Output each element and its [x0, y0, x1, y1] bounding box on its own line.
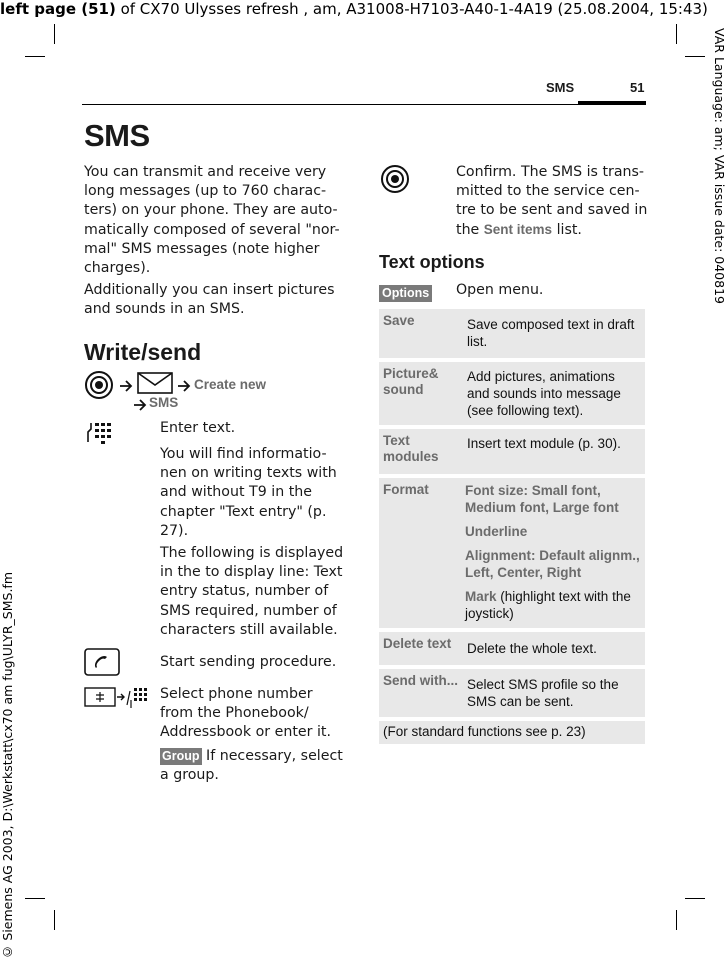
- format-mark-desc: (highlight text with the joystick): [465, 589, 631, 621]
- sent-items-label: Sent items: [483, 221, 553, 237]
- option-desc-format: [465, 478, 645, 628]
- option-row-text-modules: [379, 429, 645, 474]
- option-name: Send with...: [383, 673, 459, 688]
- option-desc: Select SMS profile so the SMS can be sent.: [467, 677, 619, 709]
- side-note-left: © Siemens AG 2003, D:\Werkstatt\cx70 am fug\ULYR_SMS.fm: [0, 572, 15, 960]
- step-start-sending: Start sending procedure.: [160, 654, 337, 670]
- header-rule: [82, 104, 646, 105]
- page-title: SMS: [84, 118, 150, 153]
- options-softkey-row: [379, 282, 432, 302]
- option-name: Delete text: [383, 636, 452, 651]
- option-row-delete-text: [379, 632, 645, 665]
- arrow-right-icon: [134, 396, 148, 415]
- open-menu-text: Open menu.: [456, 282, 544, 298]
- intro-paragraph: Additionally you can insert pictures and sounds in an SMS.: [84, 282, 335, 318]
- running-head-title: SMS: [546, 80, 575, 95]
- format-alignment: Alignment: Default alignm., Left, Center, Right: [465, 548, 640, 580]
- option-row-picture-sound: [379, 362, 645, 425]
- option-name: Format: [383, 482, 429, 497]
- phonebook-icon: [84, 686, 150, 714]
- format-underline: Underline: [465, 524, 528, 539]
- page-number: 51: [630, 80, 645, 95]
- format-mark: [465, 588, 641, 622]
- step-display-info: The following is displayed in the to display line: Text entry status, number of SMS required, number of characters still available.: [160, 545, 344, 638]
- intro-paragraph: You can transmit and receive very long messages (up to 760 charac-ters) on your phone. They are auto-matically composed of several "nor-mal" SMS messages (note higher charges).: [84, 164, 340, 277]
- options-softkey: Options: [379, 285, 432, 302]
- print-header-info: of CX70 Ulysses refresh , am, A31008-H7103-A40-1-4A19 (25.08.2004, 15:43): [115, 0, 708, 18]
- joystick-press-icon: [380, 164, 410, 198]
- step-select-number: Select phone number from the Phonebook/ Addressbook or enter it.: [160, 686, 331, 741]
- step-t9-info: You will find informatio-nen on writing texts with and without T9 in the chapter "Text entry" (p. 27).: [160, 446, 337, 539]
- step-confirm: [456, 163, 648, 240]
- call-key-icon: [84, 648, 120, 680]
- option-name: Picture& sound: [383, 366, 439, 397]
- step-group-text: If necessary, select a group.: [160, 748, 343, 784]
- side-note-right: VAR Language: am; VAR issue date: 040819: [712, 28, 727, 304]
- step-enter-text: Enter text.: [160, 420, 236, 436]
- print-header-page: left page (51): [0, 0, 116, 18]
- option-row-save: [379, 309, 645, 358]
- section-heading-text-options: Text options: [379, 252, 485, 272]
- confirm-text-end: list.: [552, 221, 582, 238]
- group-softkey: Group: [162, 749, 200, 763]
- step-group: [160, 747, 350, 785]
- option-row-format: [379, 478, 645, 628]
- option-desc: Insert text module (p. 30).: [467, 436, 621, 451]
- section-heading-write-send: Write/send: [84, 339, 202, 365]
- option-row-send-with: [379, 669, 645, 717]
- header-rule-tab: [578, 101, 646, 105]
- menu-path-sms: SMS: [149, 395, 179, 410]
- menu-path-create-new: Create new: [194, 377, 267, 392]
- option-desc: Save composed text in draft list.: [467, 317, 635, 349]
- arrow-right-icon: [178, 377, 192, 396]
- option-desc: Delete the whole text.: [467, 641, 597, 656]
- arrow-right-icon: [120, 377, 134, 396]
- options-table: [379, 309, 645, 744]
- keypad-icon: [86, 420, 112, 450]
- print-header: [0, 0, 708, 18]
- option-desc: Add pictures, animations and sounds into message (see following text).: [467, 369, 621, 418]
- option-name: Text modules: [383, 433, 439, 464]
- format-mark-label: Mark: [465, 589, 497, 604]
- joystick-press-icon: [84, 370, 114, 404]
- confirm-text: Confirm. The SMS is trans-mitted to the service cen-tre to be sent and saved in the: [456, 164, 648, 238]
- option-name: Save: [383, 313, 415, 328]
- options-footer: (For standard functions see p. 23): [379, 721, 645, 744]
- format-font-size: Font size: Small font, Medium font, Large font: [465, 483, 619, 515]
